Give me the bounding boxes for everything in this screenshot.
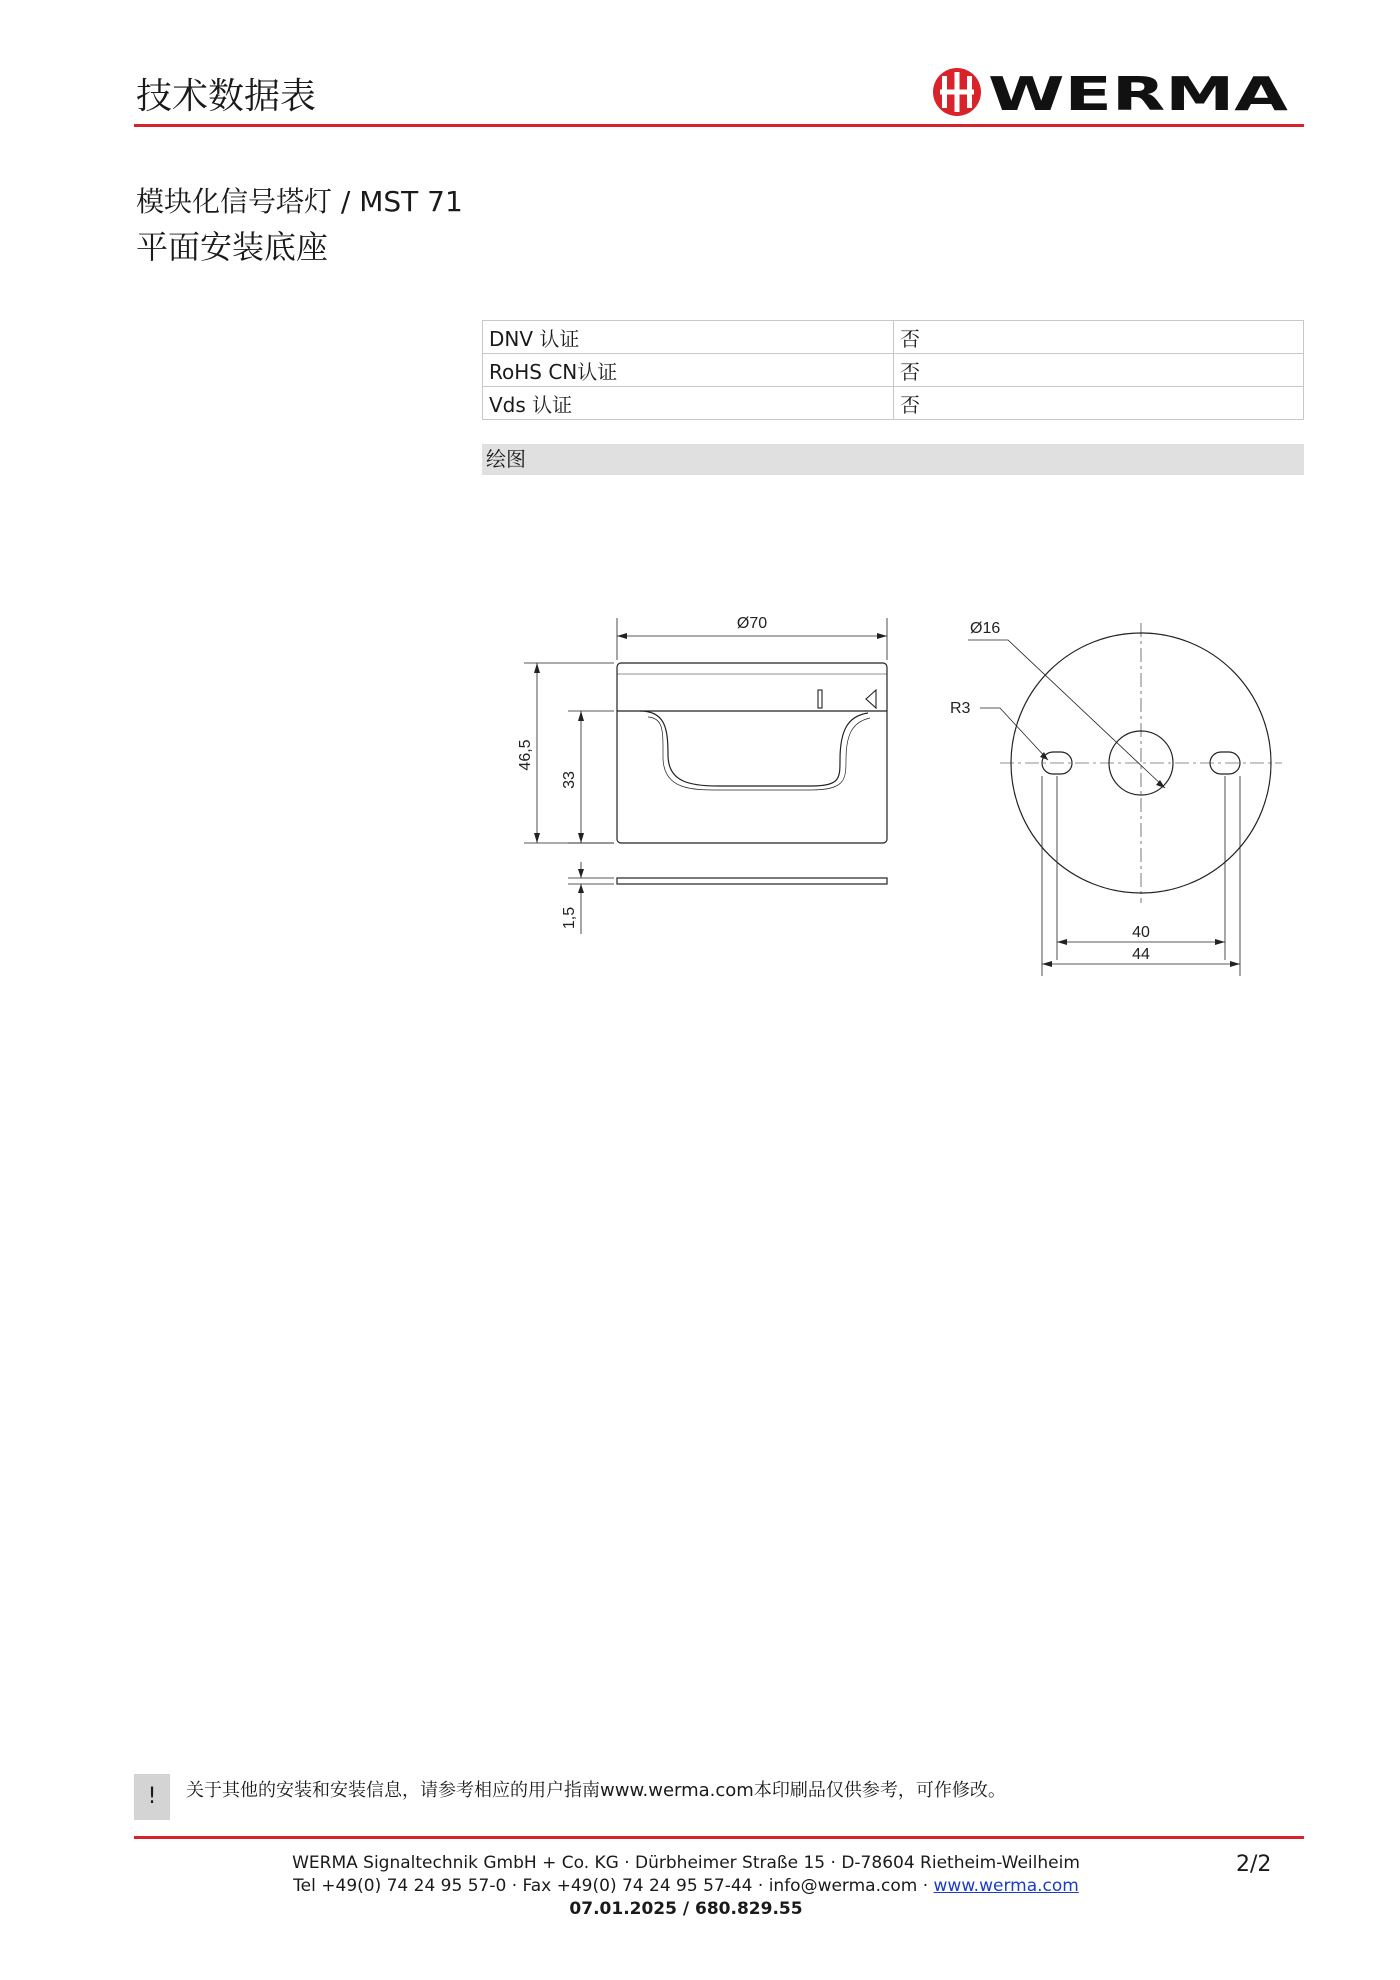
table-row (483, 321, 1304, 354)
dimension-total-height (517, 663, 614, 843)
spec-value: 否 (894, 387, 1304, 420)
werma-logo-wordmark: WERMA (988, 67, 1289, 118)
spec-label: RoHS CN认证 (483, 354, 894, 387)
product-name: 模块化信号塔灯 / MST 71 (136, 185, 463, 218)
spec-label: DNV 认证 (483, 321, 894, 354)
footer (240, 1852, 1132, 1921)
footer-reference: 07.01.2025 / 680.829.55 (569, 1899, 803, 1919)
dim-label-inner-height: 33 (561, 771, 578, 789)
product-subtitle: 平面安装底座 (136, 228, 329, 266)
dimension-inner-height (561, 711, 614, 843)
header-rule (134, 124, 1304, 127)
page-number: 2/2 (1236, 1852, 1272, 1877)
specs-table (482, 320, 1304, 420)
dim-label-slot-radius: R3 (950, 700, 971, 717)
werma-logo-mark (933, 68, 981, 116)
spec-value: 否 (894, 354, 1304, 387)
side-view (617, 663, 887, 884)
document-title: 技术数据表 (136, 76, 317, 117)
table-row (483, 387, 1304, 420)
website-link[interactable]: www.werma.com (933, 1876, 1079, 1896)
spec-value: 否 (894, 321, 1304, 354)
werma-logo (930, 66, 1302, 118)
footer-contact-text: Tel +49(0) 74 24 95 57-0 · Fax +49(0) 74 24 95 57-44 · info@werma.com · (293, 1876, 934, 1896)
dim-label-spacing-inner: 40 (1132, 924, 1150, 941)
table-row (483, 354, 1304, 387)
note-icon: ! (134, 1774, 170, 1820)
technical-drawing (490, 600, 1290, 980)
note-text: 关于其他的安装和安装信息，请参考相应的用户指南www.werma.com本印刷品仅供参考，可作修改。 (186, 1780, 1006, 1801)
footer-rule (134, 1836, 1304, 1839)
dim-label-spacing-outer: 44 (1132, 946, 1150, 963)
dim-label-plate-thickness: 1,5 (561, 906, 578, 930)
footer-company: WERMA Signaltechnik GmbH + Co. KG · Dürbheimer Straße 15 · D-78604 Rietheim-Weilheim (292, 1853, 1080, 1873)
dim-label-diameter: Ø70 (736, 615, 768, 632)
footer-contact (240, 1875, 1132, 1898)
drawing-section-header: 绘图 (482, 444, 1304, 475)
spec-label: Vds 认证 (483, 387, 894, 420)
dimension-diameter (617, 615, 887, 660)
dimension-plate-thickness (561, 862, 614, 934)
dim-label-total-height: 46,5 (517, 739, 534, 771)
dim-label-hole-diameter: Ø16 (970, 620, 1001, 637)
dimension-slot-radius (950, 700, 1048, 760)
